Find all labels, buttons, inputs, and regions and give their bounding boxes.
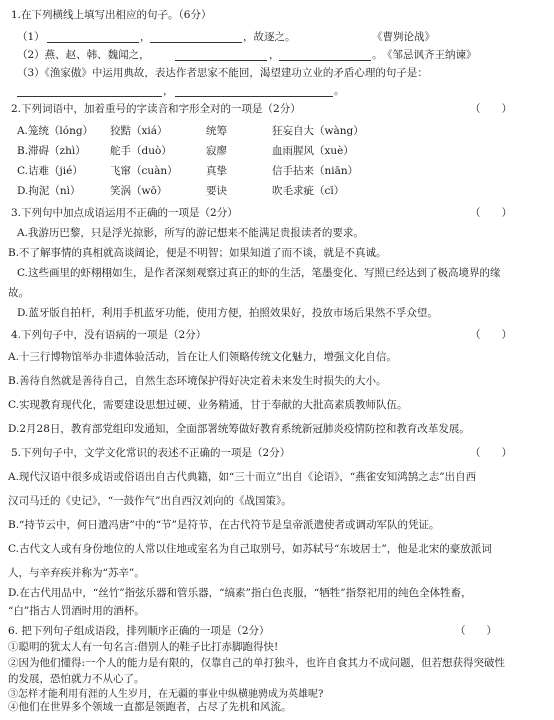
q2-b-2: 舵手（duò） [110,145,172,157]
q6-sentence-3: ③怎样才能利用有涯的人生岁月，在无疆的事业中纵横驰骋成为英雄呢? [8,689,324,700]
q5-option-d-line-2: “白”指古人罚酒时用的酒杯。 [8,605,145,617]
q5-option-a-line-1: A.现代汉语中很多成语或俗语出自古代典籍，如“三十而立”出自《论语》，“燕雀安知鸿鹄之志”出自西 [8,471,477,483]
q1-item-1-label: （1） [17,31,45,43]
q6-sentence-2-line-1: ②因为他们懂得:一个人的能力是有限的，仅靠自己的单打独斗，也许自食其力不成问题，但若想获得突破性 [8,657,506,669]
q1-item-2-end: 。 [372,49,383,61]
q1-item-2-blank-1[interactable] [175,46,267,61]
q1-item-2-label: （2）燕、赵、韩、魏闻之， [17,49,150,61]
q2-c-4: 信手拈来（niān） [272,165,359,177]
q5-title-text: 5.下列句子中，文学文化常识的表述不正确的一项是（2分） [11,447,291,459]
q2-c-3: 真挚 [206,165,227,177]
q4-option-d: D.2月28日，教育部党组印发通知，全面部署统筹做好教育系统新冠肺炎疫情防控和教育改革发展。 [8,423,470,435]
q3-option-a: A.我游历巴黎，只是浮光掠影，所写的游记想来不能满足贵报读者的要求。 [17,227,364,239]
q4-option-b: B.善待自然就是善待自己，自然生态环境保护得好决定着未来发生时损失的大小。 [8,375,387,387]
q2-title-text: 2.下列词语中，加着重号的字读音和字形全对的一项是（2分） [11,103,301,115]
q1-item-2-blank-2[interactable] [279,46,371,61]
q3-option-c-line-1: C.这些画里的虾栩栩如生，是作者深刻观察过真正的虾的生活，笔墨变化、写照已经达到了极高境界的缘 [17,267,501,279]
q2-b-3: 寂廖 [206,145,227,157]
q2-answer-paren[interactable]: （ ） [470,103,512,115]
q1-item-1-end: ，故逐之。 [243,31,296,43]
q1-title: 1.在下列横线上填写出相应的句子。（6分） [11,9,212,21]
q5-option-b: B.“持节云中，何日遣冯唐”中的“节”是符节，在古代符节是皇帝派遣使者或调动军队的凭证。 [8,519,440,531]
q2-a-3: 统筹 [206,125,227,137]
q1-item-1-blank-1[interactable] [47,28,139,43]
q5-option-c-line-2: 人，与辛弃疾并称为“苏辛”。 [8,567,145,579]
q2-a-1: A.笼统（lóng） [17,125,94,137]
q1-item-3-blank-2[interactable] [175,82,333,97]
q3-title-text: 3.下列句中加点成语运用不正确的一项是（2分） [11,207,238,219]
q2-b-4: 血雨腥风（xuè） [272,145,354,157]
q2-a-2: 狡黠（xiá） [110,125,168,137]
q1-item-3: （3）《渔家傲》中运用典故，表达作者思家不能回，渴望建功立业的矛盾心理的句子是： [17,67,428,79]
q1-item-3-end: 。 [334,85,345,97]
q3-answer-paren[interactable]: （ ） [470,207,512,219]
q6-sentence-4: ④他们在世界多个领域一直都是领跑者，占尽了先机和风流。 [8,701,292,713]
q2-option-d [0,180,554,204]
q5-option-d-line-1: D.在古代用品中，“丝竹”指弦乐器和管乐器，“缟素”指白色丧服，“牺牲”指祭祀用的纯色全体牲畜， [8,587,472,599]
q1-item-2-comma: ， [269,49,280,61]
q3-option-d: D.蓝牙版自拍杆，利用手机蓝牙功能，使用方便，拍照效果好，投放市场后果然不孚众望。 [17,307,438,319]
q1-item-3-comma: ， [163,85,174,97]
q6-title-text: 6. 把下列句子组成语段，排列顺序正确的一项是（2分） [8,625,270,637]
q4-answer-paren[interactable]: （ ） [470,329,512,341]
q5-option-a-line-2: 汉司马迁的《史记》，“一鼓作气”出自西汉刘向的《战国策》。 [8,495,292,507]
q4-title-text: 4.下列句子中，没有语病的一项是（2分） [11,329,207,341]
q2-b-1: B.滞碍（zhì） [17,145,86,157]
q2-d-1: D.拘泥（nì） [17,185,81,197]
q4-option-c: C.实现教育现代化，需要建设思想过硬、业务精通，甘于奉献的大批高素质教师队伍。 [8,399,408,411]
q2-c-2: 飞窜（cuàn） [110,165,178,177]
q1-item-1-comma: ， [140,31,151,43]
q2-a-4: 狂妄自大（wàng） [272,125,364,137]
q2-d-2: 笑涡（wō） [110,185,168,197]
q5-title [11,442,554,466]
q1-item-2-source: 《邹忌讽齐王纳谏》 [382,49,477,61]
q1-item-1-source: 《曹刿论战》 [372,31,435,43]
q1-item-3-blank-1[interactable] [17,82,162,97]
q5-answer-paren[interactable]: （ ） [470,447,512,459]
q2-title [11,98,554,122]
q4-option-a: A.十三行博物馆举办非遗体验活动，旨在让人们领略传统文化魅力，增强文化自信。 [8,351,397,363]
q6-sentence-2-line-2: 的发展，恐怕就力不从心了。 [8,673,145,685]
q6-answer-paren[interactable]: （ ） [455,625,497,637]
q2-d-3: 要诀 [206,185,227,197]
q1-item-1-blank-2[interactable] [150,28,242,43]
q2-c-1: C.诘难（jié） [17,165,83,177]
q5-option-c-line-1: C.古代文人或有身份地位的人常以住地或室名为自己取别号，如苏轼号“东坡居士”，他是北宋的豪放派词 [8,543,492,555]
q3-option-c-line-2: 故。 [8,287,29,299]
q3-option-b: B.不了解事情的真相就高谈阔论，便是不明智；如果知道了而不谈，就是不真诚。 [8,247,387,259]
q6-sentence-1: ①聪明的犹太人有一句名言:借别人的鞋子比打赤脚跑得快! [8,641,279,653]
q4-title [11,324,554,348]
q2-d-4: 吹毛求疵（cī） [272,185,345,197]
